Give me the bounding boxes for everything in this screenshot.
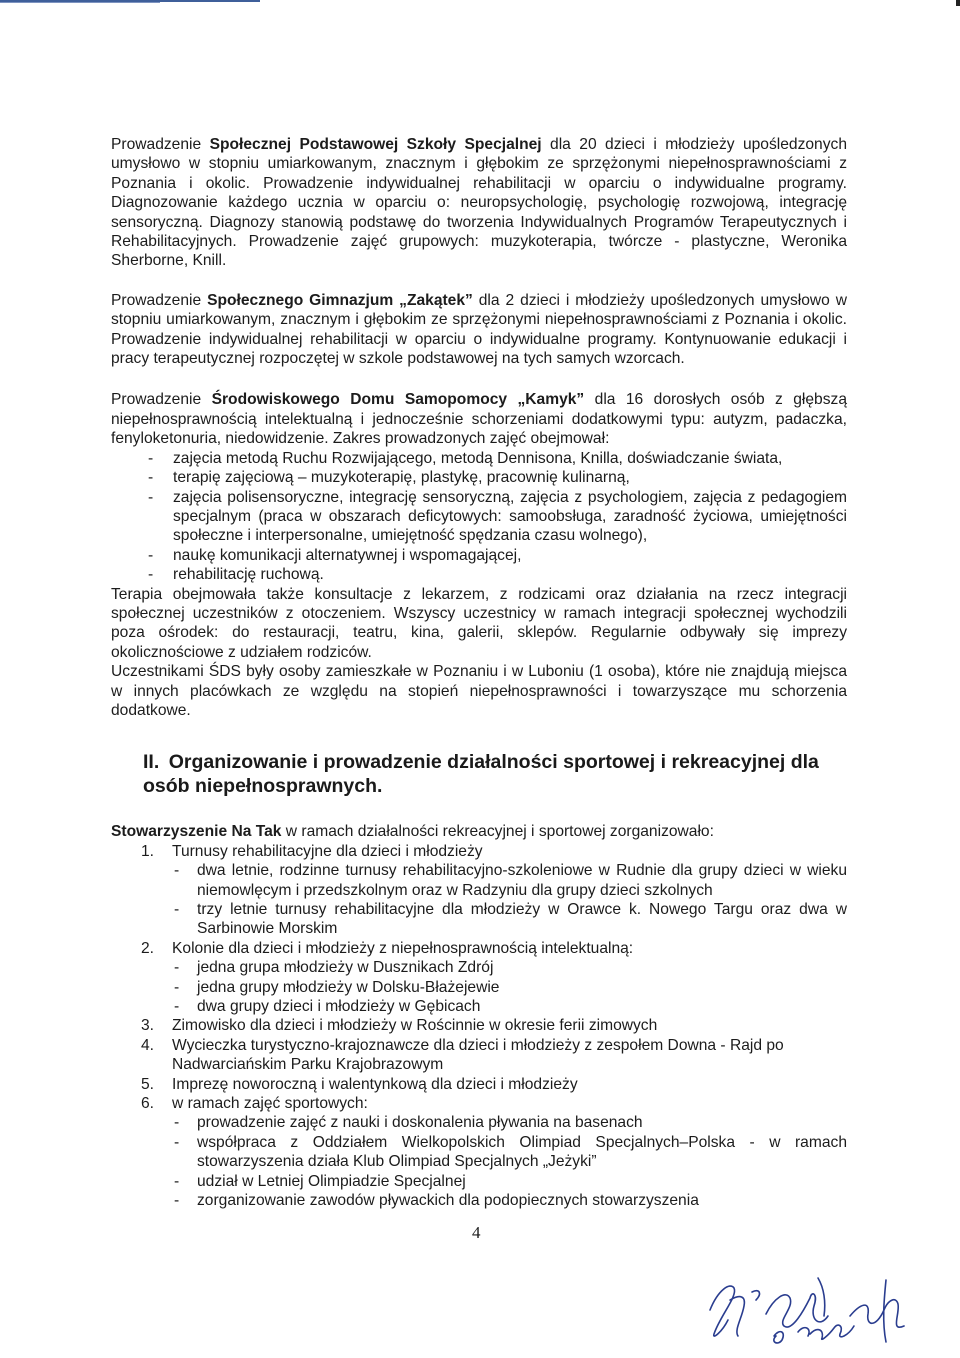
sub-list-item: - jedna grupa młodzieży w Dusznikach Zdrój bbox=[197, 958, 847, 977]
item-text: Turnusy rehabilitacyjne dla dzieci i młodzieży bbox=[172, 842, 483, 860]
list-item bbox=[111, 1094, 847, 1210]
sub-list bbox=[172, 958, 847, 1016]
section-self-help-home bbox=[111, 390, 847, 720]
association-name: Stowarzyszenie Na Tak bbox=[111, 823, 282, 841]
item-text: w ramach zajęć sportowych: bbox=[172, 1095, 368, 1113]
numbered-list bbox=[111, 842, 847, 1211]
sub-list-item: - jedna grupy młodzieży w Dolsku-Błażejewie bbox=[197, 978, 847, 997]
sub-list-item: - zorganizowanie zawodów pływackich dla podopiecznych stowarzyszenia bbox=[197, 1191, 847, 1210]
item-number: 2. bbox=[141, 939, 155, 957]
paragraph-lead: Prowadzenie bbox=[111, 291, 208, 309]
section-heading bbox=[143, 750, 847, 798]
list-item bbox=[111, 1036, 847, 1075]
sub-list-item: - dwa grupy dzieci i młodzieży w Gębicach bbox=[197, 997, 847, 1016]
paragraph-middle-school bbox=[111, 291, 847, 369]
list-item bbox=[111, 1075, 847, 1094]
document-page bbox=[111, 135, 847, 1211]
heading-number: II. bbox=[143, 751, 160, 774]
sub-list bbox=[172, 861, 847, 939]
section-sport bbox=[111, 822, 847, 1210]
sub-list-item: - udział w Letniej Olimpiadzie Specjalnej bbox=[197, 1172, 847, 1191]
heading-text: Organizowanie i prowadzenie działalności sportowej i rekreacyjnej dla osób niepełnosprawnych. bbox=[143, 751, 819, 798]
paragraph-body: dla 16 dorosłych osób z głębszą niepełnosprawnością intelektualną i jednocześnie schorzeniami dodatkowymi typu: autyzm, padaczka, fenyloketonuria, niedowidzenie. Zakres prowadzonych zajęć obejmował: bbox=[111, 391, 847, 448]
item-number: 4. bbox=[141, 1036, 155, 1054]
scan-corner-mark bbox=[956, 0, 960, 6]
sub-list-item: - prowadzenie zajęć z nauki i doskonalenia pływania na basenach bbox=[197, 1113, 847, 1132]
list-item: - terapię zajęciową – muzykoterapię, plastykę, pracownię kulinarną, bbox=[173, 468, 847, 487]
sub-list bbox=[172, 1113, 847, 1210]
paragraph-lead: Prowadzenie bbox=[111, 136, 210, 153]
list-item bbox=[111, 939, 847, 1017]
item-number: 5. bbox=[141, 1075, 155, 1093]
activities-list bbox=[111, 449, 847, 585]
sub-list-item: - trzy letnie turnusy rehabilitacyjne dla młodzieży w Orawce k. Nowego Targu oraz dwa w Sarbinowie Morskim bbox=[197, 900, 847, 939]
list-item: - naukę komunikacji alternatywnej i wspomagającej, bbox=[173, 546, 847, 565]
paragraph-participants: Uczestnikami ŚDS były osoby zamieszkałe w Poznaniu i w Luboniu (1 osoba), które nie znajdują miejsca w innych placówkach ze względu na stopień niepełnosprawności i towarzyszące mu schorzenia dodatkowe. bbox=[111, 663, 847, 719]
paragraph-association bbox=[111, 822, 847, 841]
school-name: Społecznej Podstawowej Szkoły Specjalnej bbox=[209, 136, 542, 153]
list-item: - rehabilitację ruchową. bbox=[173, 565, 847, 584]
page-number: 4 bbox=[472, 1223, 481, 1242]
handwritten-signature bbox=[700, 1270, 920, 1350]
item-number: 1. bbox=[141, 842, 155, 860]
list-item: - zajęcia metodą Ruchu Rozwijającego, metodą Dennisona, Knilla, doświadczanie świata, bbox=[173, 449, 847, 468]
item-number: 6. bbox=[141, 1095, 155, 1113]
item-text: Kolonie dla dzieci i młodzieży z niepełnosprawnością intelektualną: bbox=[172, 939, 634, 957]
paragraph-primary-school bbox=[111, 135, 847, 271]
item-text: Imprezę noworoczną i walentynkową dla dzieci i młodzieży bbox=[172, 1075, 578, 1093]
paragraph-body: dla 2 dzieci i młodzieży upośledzonych umysłowo w stopniu umiarkowanym, znacznym i głębokim ze sprzężonymi niepełnosprawnościami z Poznania i okolic. Prowadzenie indywidualnej rehabilitacji w oparciu o indywidualne programy. Kontynuowanie edukacji i pracy terapeutycznej rozpoczętej w szkole podstawowej na tych samych wzorcach. bbox=[111, 291, 847, 368]
paragraph-self-help-home bbox=[111, 390, 847, 448]
paragraph-lead: Prowadzenie bbox=[111, 391, 212, 409]
scan-top-line-shadow bbox=[0, 2, 160, 3]
item-text: Wycieczka turystyczno-krajoznawcze dla dzieci i młodzieży z zespołem Downa - Rajd po Nadwarciańskim Parku Krajobrazowym bbox=[172, 1036, 784, 1074]
list-item: - zajęcia polisensoryczne, integrację sensoryczną, zajęcia z psychologiem, zajęcia z pedagogiem specjalnym (praca w obszarach deficytowych: samoobsługa, zaradność życiowa, umiejętności społeczne i interpersonalne, umiejętność spędzania czasu wolnego), bbox=[173, 488, 847, 546]
center-name: Środowiskowego Domu Samopomocy „Kamyk” bbox=[211, 391, 585, 409]
sub-list-item: - współpraca z Oddziałem Wielkopolskich Olimpiad Specjalnych–Polska - w ramach stowarzyszenia działa Klub Olimpiad Specjalnych „Jeżyki” bbox=[197, 1133, 847, 1172]
paragraph-body: w ramach działalności rekreacyjnej i sportowej zorganizowało: bbox=[281, 823, 714, 841]
list-item bbox=[111, 842, 847, 939]
paragraph-therapy: Terapia obejmowała także konsultacje z lekarzem, z rodzicami oraz działania na rzecz integracji społecznej uczestników z otoczeniem. Wszyscy uczestnicy w ramach integracji społecznej wychodzili poza ośrodek: do restauracji, teatru, kina, galerii, sklepów. Regularnie odbywały się imprezy okolicznościowe z udziałem rodziców. bbox=[111, 585, 847, 661]
list-item bbox=[111, 1016, 847, 1035]
school-name: Społecznego Gimnazjum „Zakątek” bbox=[207, 291, 473, 309]
sub-list-item: - dwa letnie, rodzinne turnusy rehabilitacyjno-szkoleniowe w Rudnie dla grupy dzieci w wieku niemowlęcym i przedszkolnym oraz w Radzyniu dla grupy dzieci szkolnych bbox=[197, 861, 847, 900]
paragraph-body: dla 20 dzieci i młodzieży upośledzonych umysłowo w stopniu umiarkowanym, znacznym i głębokim ze sprzężonymi niepełnosprawnościami z Poznania i okolic. Prowadzenie indywidualnej rehabilitacji w oparciu o indywidualne programy. Diagnozowanie każdego ucznia w oparciu o: neuropsychologię, psychologię rozwojową, integrację sensoryczną. Diagnozy stanowią podstawę do tworzenia Indywidualnych Programów Terapeutycznych i Rehabilitacyjnych. Prowadzenie zajęć grupowych: muzykoterapia, twórcze - plastyczne, Weronika Sherborne, Knill. bbox=[111, 136, 847, 270]
item-text: Zimowisko dla dzieci i młodzieży w Rościnnie w okresie ferii zimowych bbox=[172, 1017, 658, 1035]
item-number: 3. bbox=[141, 1017, 155, 1035]
